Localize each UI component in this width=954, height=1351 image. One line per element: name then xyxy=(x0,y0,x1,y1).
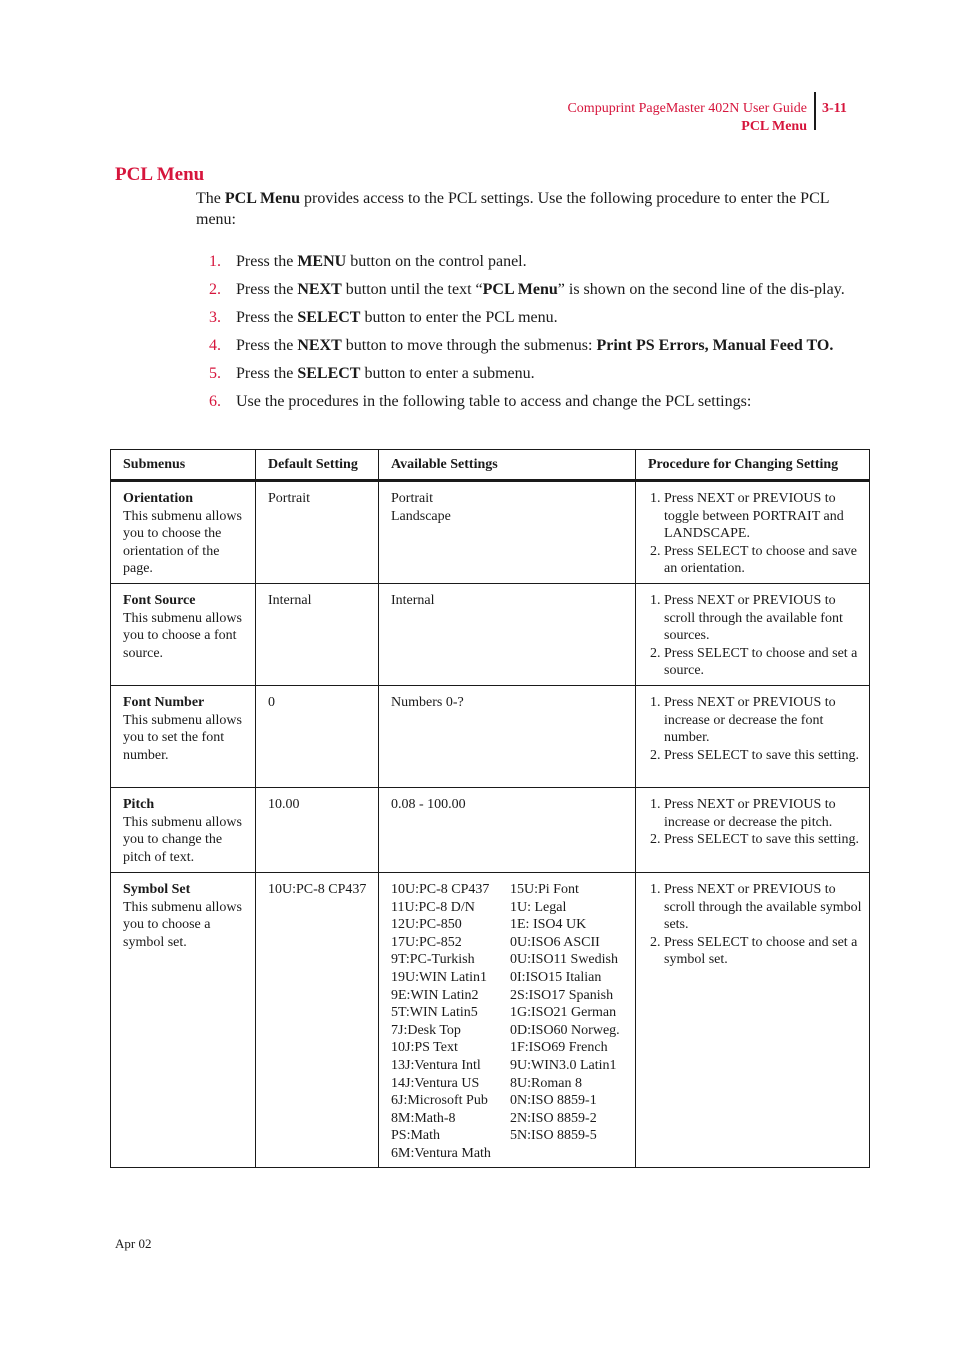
submenu-cell: Font Number This submenu allows you to set the font number. xyxy=(123,695,242,763)
table-header-row xyxy=(111,450,869,482)
submenu-cell: Font Source This submenu allows you to choose a font source. xyxy=(123,593,242,661)
symbol-set-list-left: 10U:PC-8 CP437 11U:PC-8 D/N 12U:PC-850 17U:PC-852 9T:PC-Turkish 19U:WIN Latin1 9E:WIN Latin2 5T:WIN Latin5 7J:Desk Top 10J:PS Text 13J:Ventura Intl 14J:Ventura US 6J:Microsoft Pub 8M:Math-8 PS:Math 6M:Ventura Math xyxy=(391,882,491,1161)
running-header xyxy=(567,100,807,136)
default-cell: Internal xyxy=(255,584,378,685)
settings-table xyxy=(110,449,870,1168)
procedure-cell: 1. Press NEXT or PREVIOUS to increase or decrease the font number. 2. Press SELECT to save this setting. xyxy=(635,686,869,787)
step-item: 5. Press the SELECT button to enter a submenu. xyxy=(209,365,535,382)
section-title: PCL Menu xyxy=(741,119,807,134)
available-cell: Internal xyxy=(378,584,635,685)
page-title: PCL Menu xyxy=(115,164,205,185)
step-item: 6. Use the procedures in the following table to access and change the PCL settings: xyxy=(209,393,752,410)
procedure-steps xyxy=(196,252,868,420)
default-cell: 10.00 xyxy=(255,788,378,872)
available-cell: Portrait Landscape xyxy=(378,482,635,583)
table-row xyxy=(111,685,869,787)
table-row xyxy=(111,872,869,1167)
step-item: 3. Press the SELECT button to enter the PCL menu. xyxy=(209,309,558,326)
available-cell xyxy=(378,873,635,1167)
step-item: 4. Press the NEXT button to move through the submenus: Print PS Errors, Manual Feed TO. xyxy=(209,337,834,354)
page-number: 3-11 xyxy=(822,101,847,116)
column-header: Available Settings xyxy=(378,450,635,479)
header-divider xyxy=(814,92,816,130)
footer-date: Apr 02 xyxy=(115,1236,152,1251)
available-cell: 0.08 - 100.00 xyxy=(378,788,635,872)
submenu-cell: Pitch This submenu allows you to change the pitch of text. xyxy=(123,797,242,865)
column-header: Procedure for Changing Setting xyxy=(635,450,869,479)
intro-paragraph: The PCL Menu provides access to the PCL settings. Use the following procedure to enter the PCL menu: xyxy=(196,190,829,228)
submenu-cell: Symbol Set This submenu allows you to choose a symbol set. xyxy=(123,882,242,950)
default-cell: Portrait xyxy=(255,482,378,583)
table-row xyxy=(111,583,869,685)
submenu-cell: Orientation This submenu allows you to choose the orientation of the page. xyxy=(123,491,242,577)
available-cell: Numbers 0-? xyxy=(378,686,635,787)
procedure-cell: 1. Press NEXT or PREVIOUS to increase or decrease the pitch. 2. Press SELECT to save this setting. xyxy=(635,788,869,872)
symbol-set-list-right: 15U:Pi Font 1U: Legal 1E: ISO4 UK 0U:ISO6 ASCII 0U:ISO11 Swedish 0I:ISO15 Italian 2S:ISO17 Spanish 1G:ISO21 German 0D:ISO60 Norweg. 1F:ISO69 French 9U:WIN3.0 Latin1 8U:Roman 8 0N:ISO 8859-1 2N:ISO 8859-2 5N:ISO 8859-5 xyxy=(510,882,620,1144)
table-row xyxy=(111,482,869,583)
guide-title: Compuprint PageMaster 402N User Guide xyxy=(567,101,807,116)
column-header: Submenus xyxy=(123,457,186,472)
default-cell: 10U:PC-8 CP437 xyxy=(255,873,378,1167)
step-item: 2. Press the NEXT button until the text “PCL Menu” is shown on the second line of the dis-play. xyxy=(209,281,845,298)
table-row xyxy=(111,787,869,872)
procedure-cell: 1. Press NEXT or PREVIOUS to scroll through the available font sources. 2. Press SELECT to choose and set a source. xyxy=(635,584,869,685)
procedure-cell: 1. Press NEXT or PREVIOUS to toggle between PORTRAIT and LANDSCAPE. 2. Press SELECT to choose and save an orientation. xyxy=(635,482,869,583)
column-header: Default Setting xyxy=(255,450,378,479)
default-cell: 0 xyxy=(255,686,378,787)
step-item: 1. Press the MENU button on the control panel. xyxy=(209,253,527,270)
procedure-cell: 1. Press NEXT or PREVIOUS to scroll through the available symbol sets. 2. Press SELECT to choose and set a symbol set. xyxy=(635,873,869,1167)
